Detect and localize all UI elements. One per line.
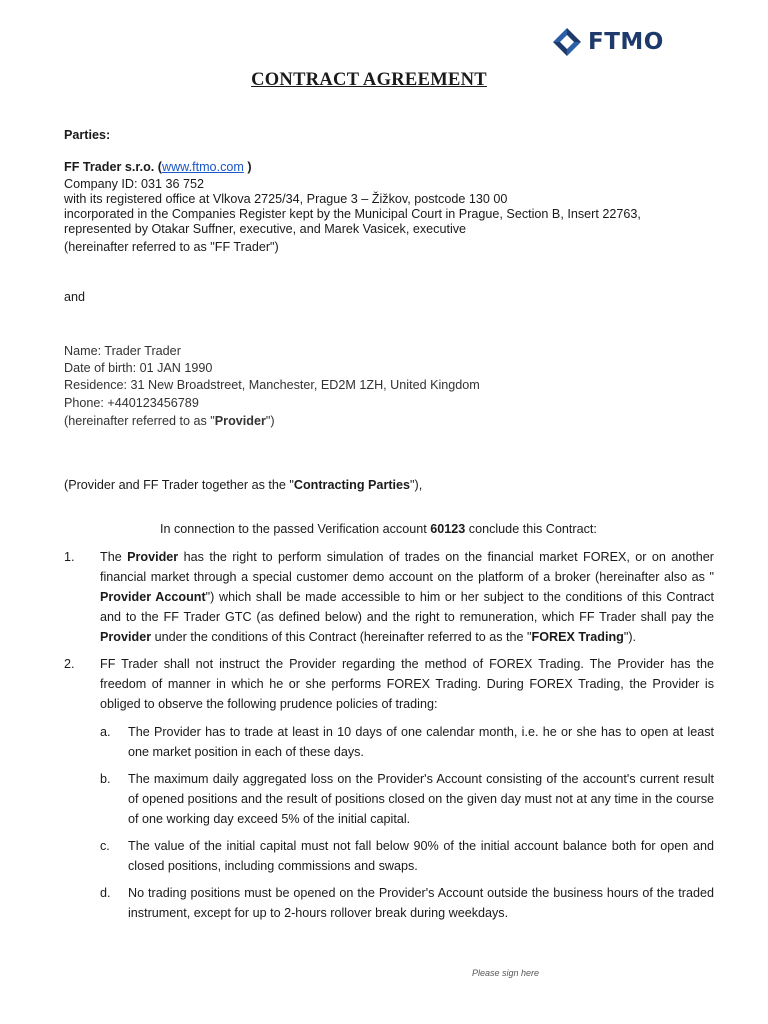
sub-item-text: The maximum daily aggregated loss on the Provider's Account consisting of the account's current result of opened positions and the result of positions closed on the given day must not at any time in the course of one working day exceed 5% of the initial capital.: [128, 772, 714, 826]
connection-post: conclude this Contract:: [465, 522, 597, 536]
verification-account-number: 60123: [430, 522, 466, 536]
provider-dob: Date of birth: 01 JAN 1990: [64, 361, 213, 375]
clause-1-t4: under the conditions of this Contract (hereinafter referred to as the ": [151, 630, 532, 644]
contracting-parties: [64, 477, 422, 493]
provider-referred-bold: Provider: [214, 414, 266, 428]
ff-trader-name: FF Trader s.r.o. (: [64, 160, 162, 174]
sub-item-letter: a.: [100, 725, 111, 739]
sub-item-text: The Provider has to trade at least in 10 days of one calendar month, i.e. he or she has to open at least one market position in each of these days.: [128, 725, 714, 759]
provider-name: Name: Trader Trader: [64, 344, 181, 358]
clause-1-text: [100, 547, 714, 647]
ftmo-logo: [552, 26, 682, 58]
clause-1-b2: Provider Account: [100, 590, 206, 604]
represented-by: represented by Otakar Suffner, executive, and Marek Vasicek, executive: [64, 222, 467, 236]
connection-line: [160, 521, 597, 537]
sub-item-text: The value of the initial capital must not fall below 90% of the initial account balance both for open and closed positions, including commissions and swaps.: [128, 839, 714, 873]
clause-2-text: FF Trader shall not instruct the Provider regarding the method of FOREX Trading. The Provider has the freedom of manner in which he or she performs FOREX Trading. During FOREX Trading, the Provider is obliged to observe the following prudence policies of trading:: [100, 657, 714, 711]
document-title: CONTRACT AGREEMENT: [251, 70, 487, 90]
provider-phone: Phone: +440123456789: [64, 396, 199, 410]
parties-heading: Parties:: [64, 128, 111, 142]
sub-item-letter: c.: [100, 839, 110, 853]
clause-1-b4: FOREX Trading: [531, 630, 624, 644]
ff-trader-name-line: [64, 159, 252, 175]
companies-register: incorporated in the Companies Register kept by the Municipal Court in Prague, Section B, Insert 22763,: [64, 207, 641, 221]
provider-referred-post: "): [265, 414, 275, 428]
contracting-bold: Contracting Parties: [293, 478, 411, 492]
registered-office: with its registered office at Vlkova 2725/34, Prague 3 – Žižkov, postcode 130 00: [64, 192, 508, 206]
contracting-pre: (Provider and FF Trader together as the ": [64, 478, 294, 492]
ff-trader-name-end: ): [243, 160, 252, 174]
clause-1-b1: Provider: [127, 550, 179, 564]
contracting-post: "),: [410, 478, 423, 492]
clause-1-t3: ") which shall be made accessible to him or her subject to the conditions of this Contract and to the FF Trader GTC (as defined below) and the right to remuneration, which FF Trader shall pay the: [100, 590, 714, 624]
ftmo-website-link[interactable]: www.ftmo.com: [161, 160, 244, 174]
connection-pre: In connection to the passed Verification account: [160, 522, 431, 536]
ff-trader-referred: (hereinafter referred to as "FF Trader"): [64, 240, 279, 254]
clause-1-b3: Provider: [100, 630, 152, 644]
clause-2-number: 2.: [64, 657, 75, 671]
sub-item-letter: d.: [100, 886, 111, 900]
ftmo-logo-icon: [552, 27, 582, 57]
sub-item-letter: b.: [100, 772, 111, 786]
clause-1-t1: The: [100, 550, 128, 564]
clause-1-t5: ").: [623, 630, 637, 644]
clause-1-number: 1.: [64, 550, 75, 564]
sign-here-note: Please sign here: [472, 968, 540, 978]
clause-1-t2: has the right to perform simulation of trades on the financial market FOREX, or on another financial market through a special customer demo account on the platform of a broker (hereinafter also as ": [100, 550, 714, 584]
sub-item-text: No trading positions must be opened on the Provider's Account outside the business hours of the traded instrument, except for up to 2-hours rollover break during weekdays.: [128, 886, 714, 920]
provider-residence: Residence: 31 New Broadstreet, Manchester, ED2M 1ZH, United Kingdom: [64, 378, 480, 392]
provider-referred: [64, 413, 275, 429]
provider-referred-pre: (hereinafter referred to as ": [64, 414, 215, 428]
logo-text: FTMO: [588, 29, 664, 55]
and-text: and: [64, 290, 86, 304]
company-id: Company ID: 031 36 752: [64, 177, 205, 191]
